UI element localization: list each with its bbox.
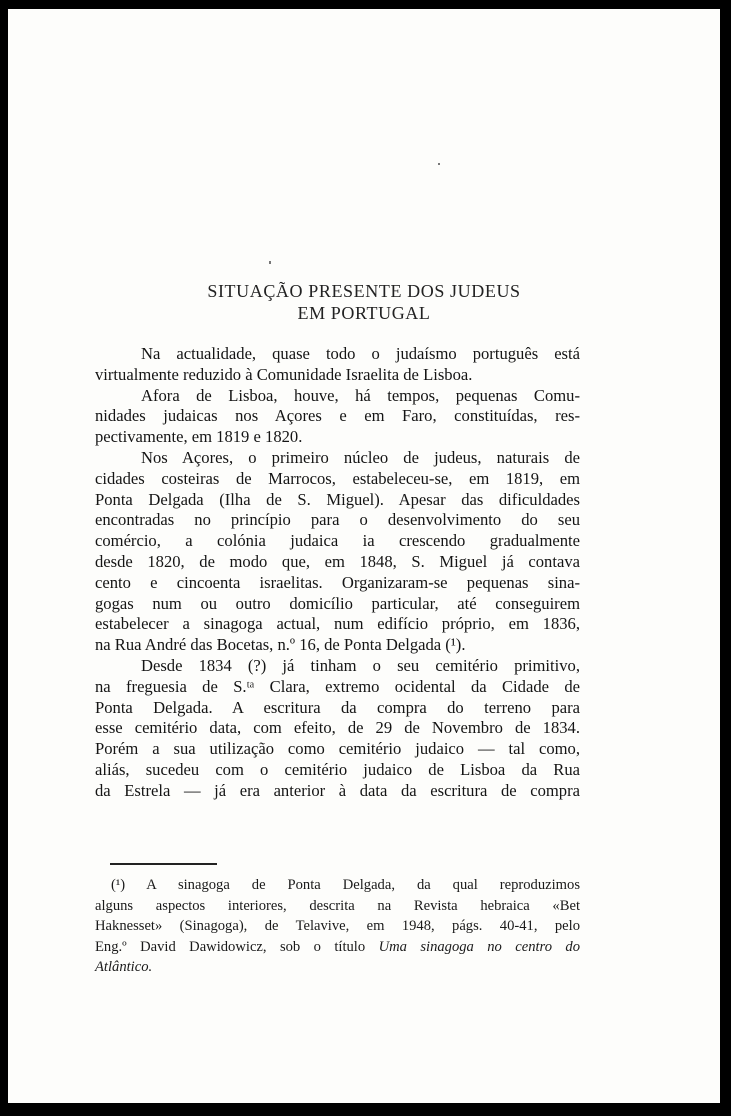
paragraph-3 xyxy=(95,448,580,656)
text-line: Nos Açores, o primeiro núcleo de judeus, naturais de xyxy=(141,447,580,467)
text-line: pectivamente, em 1819 e 1820. xyxy=(95,427,303,447)
text-line: virtualmente reduzido à Comunidade Israelita de Lisboa. xyxy=(95,364,473,384)
footnote-separator xyxy=(110,863,217,865)
text-line: desde 1820, de modo que, em 1848, S. Miguel já contava xyxy=(95,551,580,571)
text-line: Desde 1834 (?) já tinham o seu cemitério primitivo, xyxy=(141,655,580,675)
footnote-italic-title: Uma sinagoga no centro do xyxy=(378,938,580,955)
text-line: cidades costeiras de Marrocos, estabeleceu-se, em 1819, em xyxy=(95,468,580,488)
chapter-title-line-1: SITUAÇÃO PRESENTE DOS JUDEUS xyxy=(207,281,521,301)
text-line: Ponta Delgada. A escritura da compra do terreno para xyxy=(95,697,580,717)
text-line: esse cemitério data, com efeito, de 29 de Novembro de 1834. xyxy=(95,718,580,738)
footnote-line: alguns aspectos interiores, descrita na Revista hebraica «Bet xyxy=(95,897,580,914)
text-line: Porém a sua utilização como cemitério judaico — tal como, xyxy=(95,739,580,759)
text-line: Ponta Delgada (Ilha de S. Miguel). Apesar das dificuldades xyxy=(95,489,580,509)
paragraph-2 xyxy=(95,386,580,448)
text-line: cento e cincoenta israelitas. Organizaram-se pequenas sina- xyxy=(95,572,580,592)
body-text xyxy=(95,344,580,802)
footnote xyxy=(95,875,580,978)
text-line: gogas num ou outro domicílio particular, até conseguirem xyxy=(95,593,580,613)
text-line: na freguesia de S.ᵗᵃ Clara, extremo ocidental da Cidade de xyxy=(95,676,580,696)
paper-speck xyxy=(269,261,271,264)
footnote-line xyxy=(95,937,580,958)
text-line: Na actualidade, quase todo o judaísmo português está xyxy=(141,344,580,363)
footnote-line xyxy=(95,957,580,978)
text-line: nidades judaicas nos Açores e em Faro, constituídas, res- xyxy=(95,406,580,426)
footnote-italic-title-end: Atlântico. xyxy=(95,959,153,975)
text-line: da Estrela — já era anterior à data da escritura de compra xyxy=(95,780,580,800)
chapter-title-line-2: EM PORTUGAL xyxy=(297,303,431,323)
text-line: comércio, a colónia judaica ia crescendo gradualmente xyxy=(95,531,580,551)
footnote-line: (¹) A sinagoga de Ponta Delgada, da qual reproduzimos xyxy=(111,877,580,893)
text-line: encontradas no princípio para o desenvolvimento do seu xyxy=(95,510,580,530)
document-page xyxy=(8,9,720,1103)
text-line: estabelecer a sinagoga actual, num edifício próprio, em 1836, xyxy=(95,614,580,634)
text-line: aliás, sucedeu com o cemitério judaico de Lisboa da Rua xyxy=(95,759,580,779)
text-line: na Rua André das Bocetas, n.º 16, de Ponta Delgada (¹). xyxy=(95,635,466,655)
footnote-line: Haknesset» (Sinagoga), de Telavive, em 1948, págs. 40-41, pelo xyxy=(95,918,580,934)
paragraph-4 xyxy=(95,656,580,802)
footnote-text: Eng.º David Dawidowicz, sob o título xyxy=(95,938,379,955)
text-line: Afora de Lisboa, houve, há tempos, pequenas Comu- xyxy=(141,385,580,405)
paragraph-1 xyxy=(95,344,580,386)
paper-speck xyxy=(438,163,440,165)
